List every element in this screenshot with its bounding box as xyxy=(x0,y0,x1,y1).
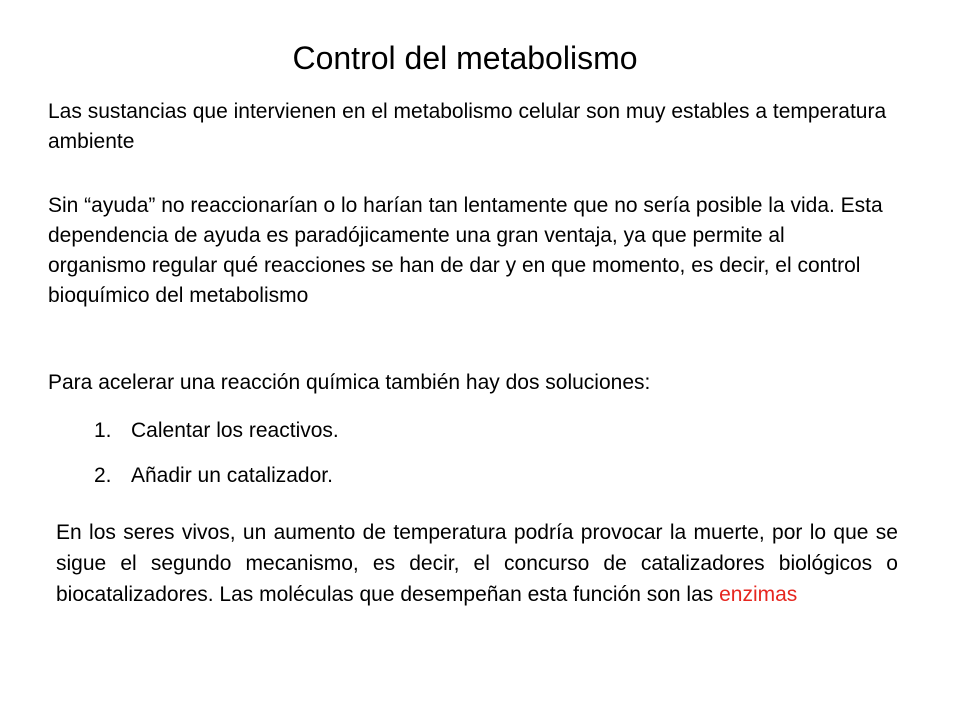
list-item xyxy=(94,416,339,461)
list-item-number: 1. xyxy=(94,419,112,442)
help-paragraph: Sin “ayuda” no reaccionarían o lo harían tan lentamente que no sería posible la vida. Esta dependencia de ayuda es paradójicamente una gran ventaja, ya que permite al organismo regular qué reacciones se han de dar y en que momento, es decir, el control bioquímico del metabolismo xyxy=(48,194,883,307)
stability-paragraph: Las sustancias que intervienen en el metabolismo celular son muy estables a temperatura ambiente xyxy=(48,100,887,153)
page-title: Control del metabolismo xyxy=(292,40,638,76)
list-item xyxy=(94,461,339,506)
enzimas-highlight: enzimas xyxy=(719,583,798,606)
list-item-number: 2. xyxy=(94,464,112,487)
accelerate-paragraph: Para acelerar una reacción química también hay dos soluciones: xyxy=(48,371,651,394)
solutions-list xyxy=(94,416,339,506)
list-item-text: Añadir un catalizador. xyxy=(131,464,333,487)
list-item-text: Calentar los reactivos. xyxy=(131,419,339,442)
living-beings-text: En los seres vivos, un aumento de temperatura podría provocar la muerte, por lo que se sigue el segundo mecanismo, es decir, el concurso de catalizadores biológicos o biocatalizadores. Las moléculas que desempeñan esta función son las xyxy=(56,521,898,606)
living-beings-paragraph xyxy=(56,517,898,610)
